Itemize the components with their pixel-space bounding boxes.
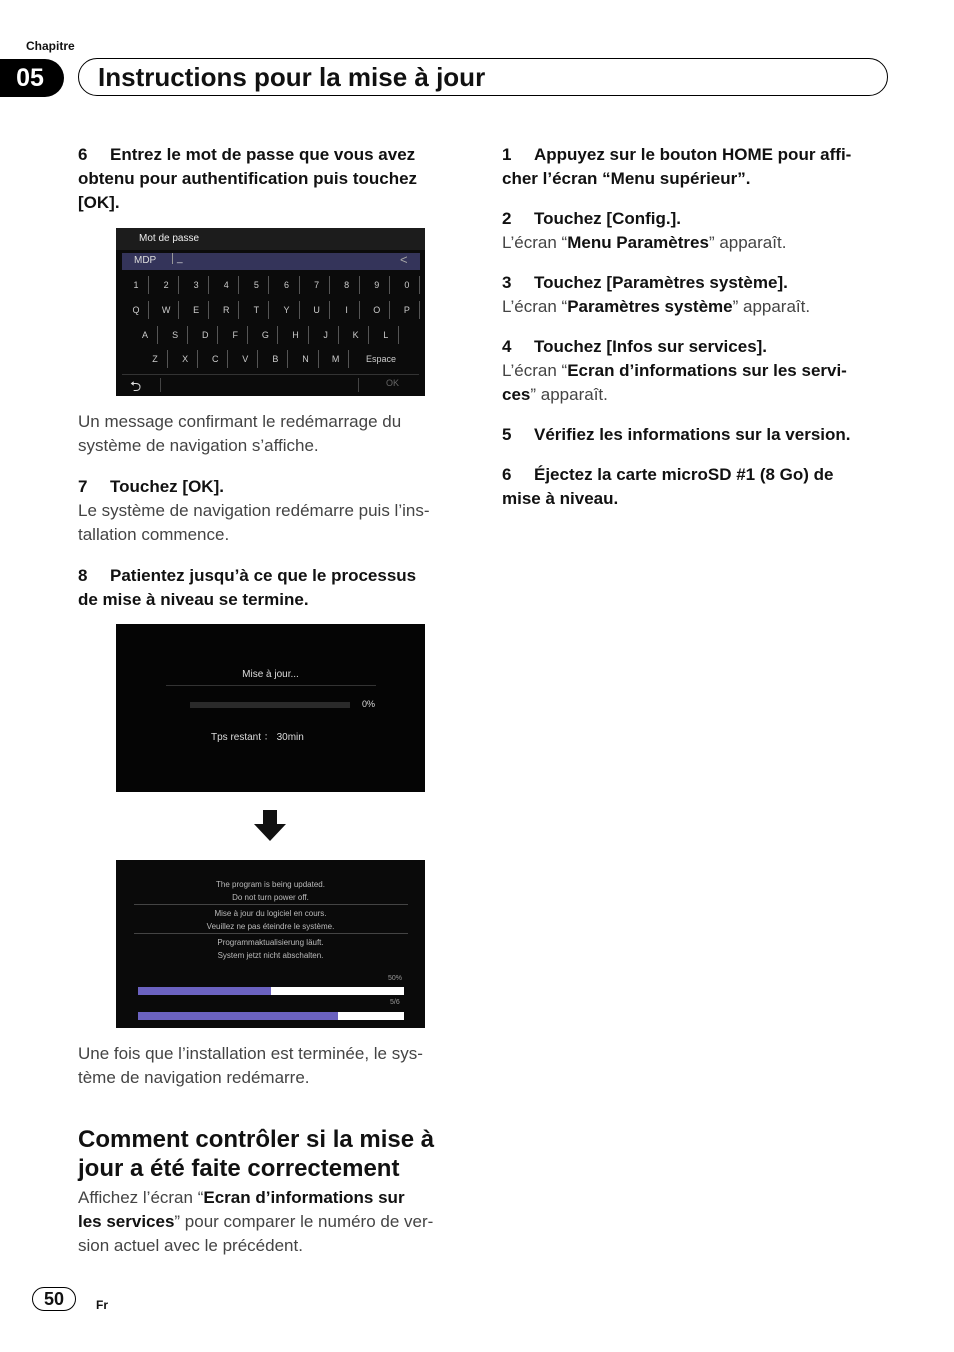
body-line: sion actuel avec le précédent. bbox=[78, 1236, 303, 1255]
ok-key[interactable]: OK bbox=[386, 378, 400, 388]
body-line: tème de navigation redémarre. bbox=[78, 1068, 310, 1087]
body-line: Un message confirmant le redémarrage du bbox=[78, 412, 402, 431]
remaining-time: Tps restant ： 30min bbox=[211, 732, 304, 743]
key-v[interactable]: V bbox=[233, 350, 258, 368]
key-c[interactable]: C bbox=[203, 350, 228, 368]
key-m[interactable]: M bbox=[324, 350, 349, 368]
divider bbox=[160, 378, 161, 392]
english-message bbox=[116, 878, 425, 904]
key-u[interactable]: U bbox=[305, 301, 330, 319]
key-g[interactable]: G bbox=[253, 326, 278, 344]
key-4[interactable]: 4 bbox=[214, 276, 239, 294]
body-line: tallation commence. bbox=[78, 525, 230, 544]
message-line: Veuillez ne pas éteindre le système. bbox=[206, 922, 335, 931]
backspace-icon[interactable]: < bbox=[400, 252, 408, 267]
progress-bar-track bbox=[190, 702, 350, 708]
step-text: Patientez jusqu’à ce que le processus bbox=[110, 566, 417, 585]
final-paragraph bbox=[78, 1186, 473, 1258]
progress-bar-1 bbox=[138, 987, 404, 995]
screen-name: ces bbox=[502, 385, 531, 404]
step-4 bbox=[502, 335, 902, 359]
screen-name: Menu Paramètres bbox=[567, 233, 709, 252]
key-f[interactable]: F bbox=[223, 326, 248, 344]
body-line: Le système de navigation redémarre puis l’ins- bbox=[78, 501, 430, 520]
key-n[interactable]: N bbox=[294, 350, 319, 368]
step-text: cher l’écran “Menu supérieur”. bbox=[502, 169, 751, 188]
step-number: 1 bbox=[502, 145, 512, 164]
step-7 bbox=[78, 475, 468, 547]
step-2-body bbox=[502, 231, 902, 255]
key-w[interactable]: W bbox=[154, 301, 179, 319]
body-text: ” apparaît. bbox=[732, 297, 811, 316]
body-text: L’écran “ bbox=[502, 297, 568, 316]
key-i[interactable]: I bbox=[335, 301, 360, 319]
password-keyboard-screenshot bbox=[116, 228, 425, 396]
heading-line: Comment contrôler si la mise à bbox=[78, 1126, 435, 1153]
key-j[interactable]: J bbox=[314, 326, 339, 344]
screen-name: Paramètres système bbox=[567, 297, 733, 316]
body-line: Une fois que l’installation est terminée, le sys- bbox=[78, 1044, 423, 1063]
body-text: ” apparaît. bbox=[708, 233, 787, 252]
step-number: 2 bbox=[502, 209, 512, 228]
divider bbox=[122, 374, 419, 375]
step-text: Touchez [OK]. bbox=[110, 477, 224, 496]
key-9[interactable]: 9 bbox=[365, 276, 390, 294]
message-line: The program is being updated. bbox=[216, 880, 325, 889]
password-field-label: MDP bbox=[134, 255, 157, 266]
key-a[interactable]: A bbox=[133, 326, 158, 344]
step-number: 7 bbox=[78, 477, 88, 496]
body-text: ” pour comparer le numéro de ver- bbox=[174, 1212, 434, 1231]
key-7[interactable]: 7 bbox=[305, 276, 330, 294]
step-3-body bbox=[502, 295, 902, 319]
step-text: Entrez le mot de passe que vous avez bbox=[110, 145, 416, 164]
key-p[interactable]: P bbox=[395, 301, 420, 319]
step-number: 4 bbox=[502, 337, 512, 356]
key-0[interactable]: 0 bbox=[395, 276, 420, 294]
step-2 bbox=[502, 207, 902, 231]
body-line: système de navigation s’affiche. bbox=[78, 436, 319, 455]
space-key[interactable]: Espace bbox=[365, 354, 397, 364]
progress-percent: 0% bbox=[362, 699, 376, 709]
key-l[interactable]: L bbox=[374, 326, 399, 344]
key-o[interactable]: O bbox=[365, 301, 390, 319]
screen-name: Ecran d’informations sur les servi- bbox=[567, 361, 847, 380]
key-5[interactable]: 5 bbox=[244, 276, 269, 294]
step-6-right bbox=[502, 463, 902, 511]
right-steps bbox=[502, 143, 902, 511]
step-text: mise à niveau. bbox=[502, 489, 619, 508]
french-message bbox=[116, 907, 425, 933]
step-text: Éjectez la carte microSD #1 (8 Go) de bbox=[534, 465, 834, 484]
german-message bbox=[116, 936, 425, 962]
key-b[interactable]: B bbox=[263, 350, 288, 368]
return-icon[interactable]: ⮌ bbox=[130, 378, 142, 394]
key-r[interactable]: R bbox=[214, 301, 239, 319]
progress-bar-fill bbox=[138, 1012, 338, 1020]
divider bbox=[134, 904, 408, 905]
step-8 bbox=[78, 564, 468, 612]
key-y[interactable]: Y bbox=[275, 301, 300, 319]
key-1[interactable]: 1 bbox=[124, 276, 149, 294]
step-text: Touchez [Config.]. bbox=[534, 209, 681, 228]
key-s[interactable]: S bbox=[163, 326, 188, 344]
step-5 bbox=[502, 423, 902, 447]
keyboard-title-bar bbox=[116, 228, 425, 250]
keyboard-title: Mot de passe bbox=[139, 233, 200, 244]
step-1 bbox=[502, 143, 902, 191]
step-number: 5 bbox=[502, 425, 512, 444]
screen-name: les services bbox=[78, 1212, 175, 1231]
divider bbox=[134, 933, 408, 934]
heading-line: jour a été faite correctement bbox=[78, 1155, 400, 1182]
after-install-paragraph bbox=[78, 1042, 468, 1090]
update-progress-screenshot bbox=[116, 624, 425, 792]
message-line: Programmaktualisierung läuft. bbox=[217, 938, 324, 947]
body-text: Affichez l’écran “ bbox=[78, 1188, 204, 1207]
step-4-body bbox=[502, 359, 902, 383]
body-text: L’écran “ bbox=[502, 361, 568, 380]
progress-bar-2 bbox=[138, 1012, 404, 1020]
key-8[interactable]: 8 bbox=[335, 276, 360, 294]
step-text: Vérifiez les informations sur la version. bbox=[534, 425, 851, 444]
message-line: Mise à jour du logiciel en cours. bbox=[214, 909, 327, 918]
body-text: ” apparaît. bbox=[530, 385, 608, 404]
password-field[interactable] bbox=[122, 253, 420, 270]
key-e[interactable]: E bbox=[184, 301, 209, 319]
step-number: 6 bbox=[78, 145, 88, 164]
step-text: [OK]. bbox=[78, 193, 120, 212]
multilingual-update-screenshot bbox=[116, 860, 425, 1028]
key-d[interactable]: D bbox=[193, 326, 218, 344]
chapter-number: 05 bbox=[0, 59, 64, 97]
password-field-value: _ bbox=[172, 253, 183, 264]
message-line: System jetzt nicht abschalten. bbox=[217, 951, 324, 960]
section-heading bbox=[78, 1125, 478, 1183]
language-code: Fr bbox=[96, 1298, 108, 1312]
key-q[interactable]: Q bbox=[124, 301, 149, 319]
progress-bar-fill bbox=[138, 987, 271, 995]
divider bbox=[166, 685, 376, 686]
update-title: Mise à jour... bbox=[242, 669, 299, 680]
chapter-label: Chapitre bbox=[26, 39, 75, 53]
key-2[interactable]: 2 bbox=[154, 276, 179, 294]
step-number: 6 bbox=[502, 465, 512, 484]
key-6[interactable]: 6 bbox=[275, 276, 300, 294]
bar2-label: 5/6 bbox=[390, 999, 400, 1006]
bar1-label: 50% bbox=[388, 975, 403, 982]
key-3[interactable]: 3 bbox=[184, 276, 209, 294]
divider bbox=[358, 378, 359, 392]
key-z[interactable]: Z bbox=[143, 350, 168, 368]
key-k[interactable]: K bbox=[344, 326, 369, 344]
step-text: Touchez [Paramètres système]. bbox=[534, 273, 788, 292]
page-title: Instructions pour la mise à jour bbox=[98, 62, 486, 92]
step-4-body bbox=[502, 383, 902, 407]
message-line: Do not turn power off. bbox=[232, 893, 309, 902]
step-text: Touchez [Infos sur services]. bbox=[534, 337, 768, 356]
step-number: 3 bbox=[502, 273, 512, 292]
key-h[interactable]: H bbox=[284, 326, 309, 344]
page-number: 50 bbox=[32, 1287, 76, 1311]
step-text: de mise à niveau se termine. bbox=[78, 590, 309, 609]
step-3 bbox=[502, 271, 902, 295]
message-paragraph bbox=[78, 410, 468, 458]
body-text: L’écran “ bbox=[502, 233, 568, 252]
key-t[interactable]: T bbox=[244, 301, 269, 319]
down-arrow-icon bbox=[253, 810, 287, 842]
step-number: 8 bbox=[78, 566, 88, 585]
step-text: obtenu pour authentification puis touchez bbox=[78, 169, 418, 188]
step-text: Appuyez sur le bouton HOME pour affi- bbox=[534, 145, 852, 164]
key-x[interactable]: X bbox=[173, 350, 198, 368]
step-6 bbox=[78, 143, 468, 215]
screen-name: Ecran d’informations sur bbox=[203, 1188, 405, 1207]
